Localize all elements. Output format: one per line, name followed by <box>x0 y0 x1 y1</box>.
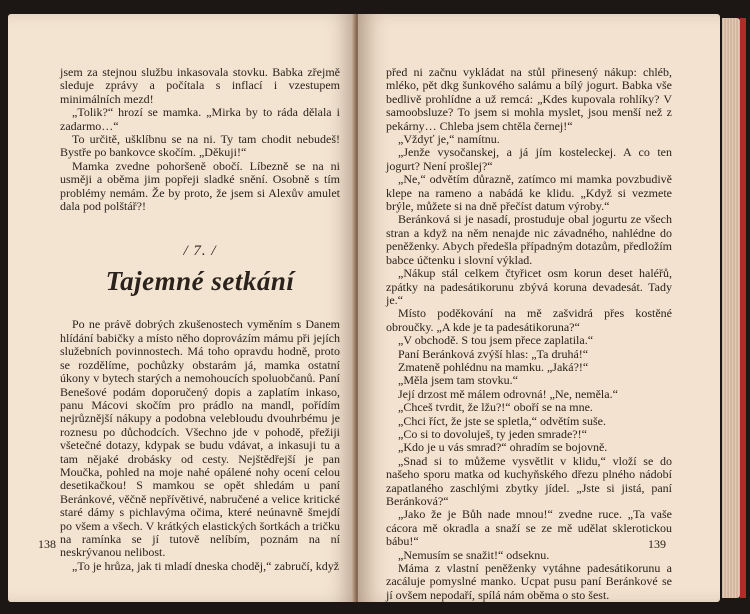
paragraph: „Nákup stál celkem čtyřicet osm korun deset haléřů, zpátky na padesátikorunu zbývá koruna devadesát. Tady je.“ <box>386 266 672 307</box>
page-number-left: 138 <box>38 537 56 551</box>
paragraph: „Měla jsem tam stovku.“ <box>398 373 518 388</box>
paragraph: Po ne právě dobrých zkušenostech vyměním s Danem hlídání babičky a místo něho doprovázím mámu při jejích služebních povinnostech. Má toho opravdu hodně, proto se rozdělíme, pochůzky obstarám já, mamka ostatní úkony v bytech starých a nemohoucích spoluobčanů. Paní Benešové podám doporučený dopis a zaplatím inkaso, panu Mácovi skočím pro prádlo na mandl, pořídím nejrůznější nákupy a podobna velebloudu dvouhrbému je roznesu po důchodcích. Všechno jde v pohodě, přežiji všetečné dotazy, kdypak se budu vdávat, a inkasuji tu a tam nějaké drobásky od cesty. Nejštědřejší je pan Moučka, pohled na moje nahé opálené nohy ocení celou desetikačkou! S mamkou se opět shledám u paní Beránkové, věčně nepřívětivé, nabručené a velice kritické staré dámy s pichlavýma očima, které neúnavně šmejdí po všem a všech. V krátkých elastických šortkách a tričku na ramínka se jí tutově nelíbím, poznám na ní neskrývanou nelibost. <box>60 317 340 560</box>
paragraph: Zmateně pohlédnu na mamku. „Jaká?!“ <box>398 359 589 374</box>
paragraph: Beránková si je nasadí, prostuduje obal jogurtu ze všech stran a když na něm nenajde nic závadného, nahlédne do peněženky. Abych předešla případným dotazům, předložím babce účtenku i slovní výklad. <box>386 212 672 267</box>
paragraph: „Kdo je u vás smrad?“ ohradím se bojovně. <box>398 440 608 455</box>
paragraph: To určitě, ušklíbnu se na ni. Ty tam chodit nebudeš! Bystře po bankovce skočím. „Děkuji!“ <box>60 132 340 160</box>
paragraph: Místo poděkování na mě zašvidrá přes kostěné obroučky. „A kde je ta padesátikoruna?“ <box>386 306 672 334</box>
paragraph: „Snad si to můžeme vysvětlit v klidu,“ vloží se do našeho sporu matka od kuchyňského dřezu plného nádobí zapatlaného zaschlými zbytky jídel. „Jste si jistá, paní Beránková?“ <box>386 453 672 508</box>
paragraph: „Vždyť je,“ namítnu. <box>398 132 500 147</box>
paragraph: před ni začnu vykládat na stůl přinesený nákup: chléb, mléko, pět dkg šunkového salámu a bílý jogurt. Babka vše bedlivě prohlídne a už remcá: „Kdes kupovala rohlíky? V samoobsluze? To jsem si mohla myslet, jsou menší než z pekárny… Chleba jsem chtěla černej!“ <box>386 65 672 133</box>
paragraph: Její drzost mě málem odrovná! „Ne, neměla.“ <box>398 386 618 401</box>
paragraph: Paní Beránková zvýší hlas: „Ta druhá!“ <box>398 346 589 361</box>
page-number-right: 139 <box>648 537 666 551</box>
paragraph: „Co si to dovoluješ, ty jeden smrade?!“ <box>398 426 587 441</box>
cover-edge <box>740 18 746 598</box>
paragraph: „Jako že je Bůh nade mnou!“ zvedne ruce. „Ta vaše cácora mě okradla a snaží se ze mě udělat sklerotickou bábu!“ <box>386 507 672 549</box>
paragraph: „Nemusím se snažit!“ odseknu. <box>398 547 550 562</box>
paragraph: „Chci říct, že jste se spletla,“ odvětím suše. <box>398 413 606 428</box>
left-page <box>8 14 356 602</box>
left-page-text <box>60 66 340 213</box>
right-page <box>358 14 720 602</box>
paragraph: „V obchodě. S tou jsem přece zaplatila.“ <box>398 333 594 348</box>
chapter-text <box>60 318 340 573</box>
right-page-text <box>386 66 672 602</box>
paragraph: „To je hrůza, jak ti mladí dneska choděj,“ zabručí, když <box>72 558 340 573</box>
paragraph: „Chceš tvrdit, že lžu?!“ oboří se na mne. <box>398 400 593 415</box>
chapter-title: Tajemné setkání <box>105 266 295 297</box>
paragraph: „Tolik?“ hrozí se mamka. „Mirka by to ráda dělala i zadarmo…“ <box>60 105 340 133</box>
paragraph: „Jenže vysočanskej, a já jím kosteleckej. A co ten jogurt? Není prošlej?“ <box>386 145 672 173</box>
paragraph: „Ne,“ odvětím důrazně, zatímco mi mamka povzbudivě klepe na rameno a nabádá ke klidu. „Když si vezmete brýle, můžete si na dně přečíst datum výroby.“ <box>386 172 672 214</box>
paragraph: Mamka zvedne pohoršeně obočí. Líbezně se na ni usměji a oběma jim popřeji sladké snění. Osobně s tím problémy nemám. Že by proto, že jsem si Alexův amulet dala pod polštář?! <box>60 158 340 214</box>
page-edges <box>722 18 740 598</box>
chapter-number: / 7. / <box>183 243 217 260</box>
paragraph: Máma z vlastní peněženky vytáhne padesátikorunu a zacáluje pomyslné manko. Ucpat pusu paní Beránkové se jí ovšem nepodaří, spílá nám oběma o sto šest. <box>386 561 672 602</box>
paragraph: jsem za stejnou službu inkasovala stovku. Babka zřejmě sleduje zprávy a počítala s inflací i vzestupem minimálních mezd! <box>60 65 340 106</box>
